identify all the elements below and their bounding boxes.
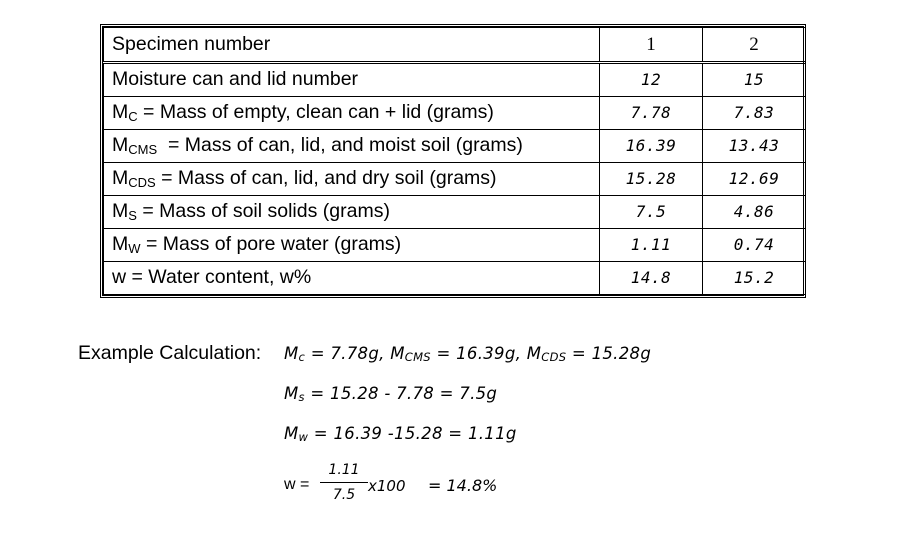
cell-value: 1.11 [600,229,703,262]
calc-pore-water: $M_w = 16.39$ -15.28 = 1.11g [284,424,517,444]
moisture-content-table [103,27,806,295]
table-header-row [104,28,806,63]
row-label-mcms: $M_{CMS}$ = Mass of can, lid, and moist soil (grams) [104,130,600,163]
fraction-denominator: 7.5 [332,487,356,503]
cell-value: 7.83 [703,97,806,130]
row-label-ms: $M_S$ = Mass of soil solids (grams) [104,196,600,229]
table-row [104,262,806,295]
cell-value: 14.8 [600,262,703,295]
cell-value: 7.78 [600,97,703,130]
cell-value: 7.5 [600,196,703,229]
example-calculation-label: Example Calculation: [78,342,262,364]
header-specimen-1: 1 [600,28,703,63]
table-row [104,63,806,97]
calc-given-values: $M_c = 7.78g$, $M_{CMS} = 16.39g$, $M_{CDS} = 15.28g$ [284,344,652,364]
water-content-fraction [320,462,368,503]
table-row [104,130,806,163]
cell-value: 13.43 [703,130,806,163]
data-table-frame [100,24,806,298]
cell-value: 12.69 [703,163,806,196]
header-specimen-2: 2 [703,28,806,63]
table-row [104,196,806,229]
cell-value: 16.39 [600,130,703,163]
cell-value: 0.74 [703,229,806,262]
cell-value: 15 [703,63,806,97]
fraction-bar [320,482,368,483]
fraction-lhs: w = [284,476,310,493]
row-label-mcds: $M_{CDS}$ = Mass of can, lid, and dry soil (grams) [104,163,600,196]
table-row [104,97,806,130]
calc-soil-solids: $M_s = 15.28 - 7.78 = 7.5g$ [284,384,498,404]
table-row [104,229,806,262]
header-label: Specimen number [104,28,600,63]
row-label-water-content: w = Water content, w% [104,262,600,295]
row-label-can-number: Moisture can and lid number [104,63,600,97]
fraction-result: = 14.8% [428,476,498,495]
table-row [104,163,806,196]
cell-value: 12 [600,63,703,97]
row-label-mw: $M_W$ = Mass of pore water (grams) [104,229,600,262]
fraction-numerator: 1.11 [328,462,360,478]
cell-value: 15.2 [703,262,806,295]
cell-value: 4.86 [703,196,806,229]
fraction-multiplier: x100 [368,477,406,495]
cell-value: 15.28 [600,163,703,196]
row-label-mc: $M_C$ = Mass of empty, clean can + lid (grams) [104,97,600,130]
